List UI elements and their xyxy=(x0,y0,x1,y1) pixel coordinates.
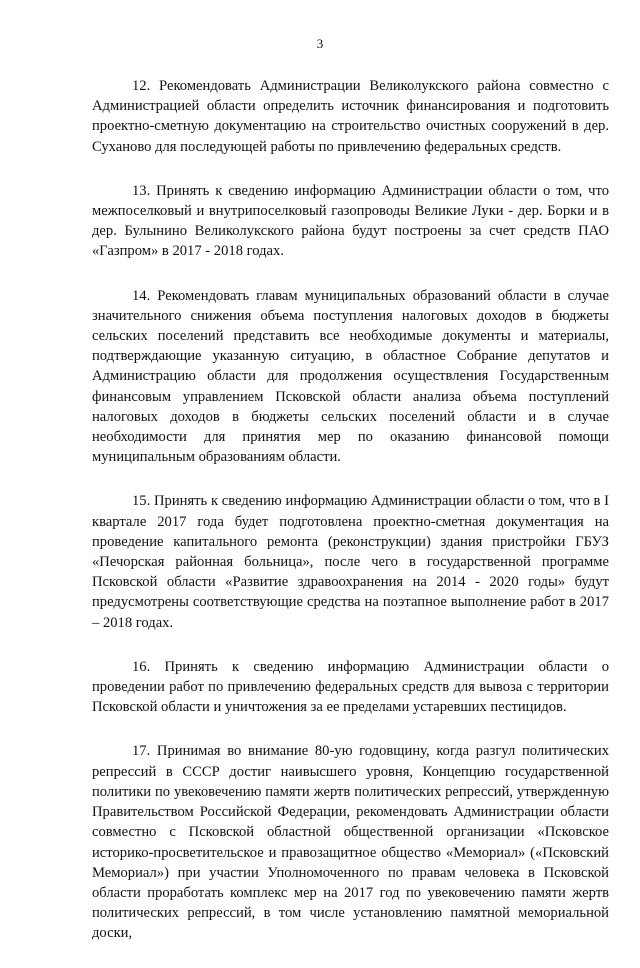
paragraph-15: 15. Принять к сведению информацию Администрации области о том, что в I квартале 2017 года будет подготовлена проектно-сметная документация на проведение капитального ремонта (реконструкции) здания пристройки ГБУЗ «Печорская районная больница», после чего в государственной программе Псковской области «Развитие здравоохранения на 2014 - 2020 годы» будут предусмотрены соответствующие средства на поэтапное выполнение работ в 2017 – 2018 годах. xyxy=(92,493,609,631)
paragraph-12: 12. Рекомендовать Администрации Великолукского района совместно с Администрацией области определить источник финансирования и подготовить проектно-сметную документацию на строительство очистных сооружений в дер. Суханово для последующей работы по привлечению федеральных средств. xyxy=(92,78,609,155)
paragraph-14: 14. Рекомендовать главам муниципальных образований области в случае значительного снижения объема поступления налоговых доходов в бюджеты сельских поселений представить все необходимые документы и материалы, подтверждающие указанную ситуацию, в областное Собрание депутатов и Администрацию области для продолжения осуществления Государственным финансовым управлением Псковской области анализа объема поступлений налоговых доходов в бюджеты сельских поселений области и в случае необходимости для принятия мер по оказанию финансовой помощи муниципальным образованиям области. xyxy=(92,287,609,466)
page-number: 3 xyxy=(316,36,324,51)
paragraph-16: 16. Принять к сведению информацию Администрации области о проведении работ по привлечению федеральных средств для вывоза с территории Псковской области и уничтожения за ее пределами устаревших пестицидов. xyxy=(92,658,609,716)
paragraph-17: 17. Принимая во внимание 80-ую годовщину, когда разгул политических репрессий в СССР достиг наивысшего уровня, Концепцию государственной политики по увековечению памяти жертв политических репрессий, утвержденную Правительством Российской Федерации, рекомендовать Администрации области совместно с Псковской областной общественной организации «Псковское историко-просветительское и правозащитное общество «Мемориал» («Псковский Мемориал») при участии Уполномоченного по правам человека в Псковской области проработать комплекс мер на 2017 год по увековечению памяти жертв политических репрессий, в том числе установлению памятной мемориальной доски, xyxy=(92,743,609,942)
paragraph-13: 13. Принять к сведению информацию Администрации области о том, что межпоселковый и внутрипоселковый газопроводы Великие Луки - дер. Борки и в дер. Булынино Великолукского района будут построены за счет средств ПАО «Газпром» в 2017 - 2018 годах. xyxy=(92,182,609,260)
document-body xyxy=(92,76,609,968)
